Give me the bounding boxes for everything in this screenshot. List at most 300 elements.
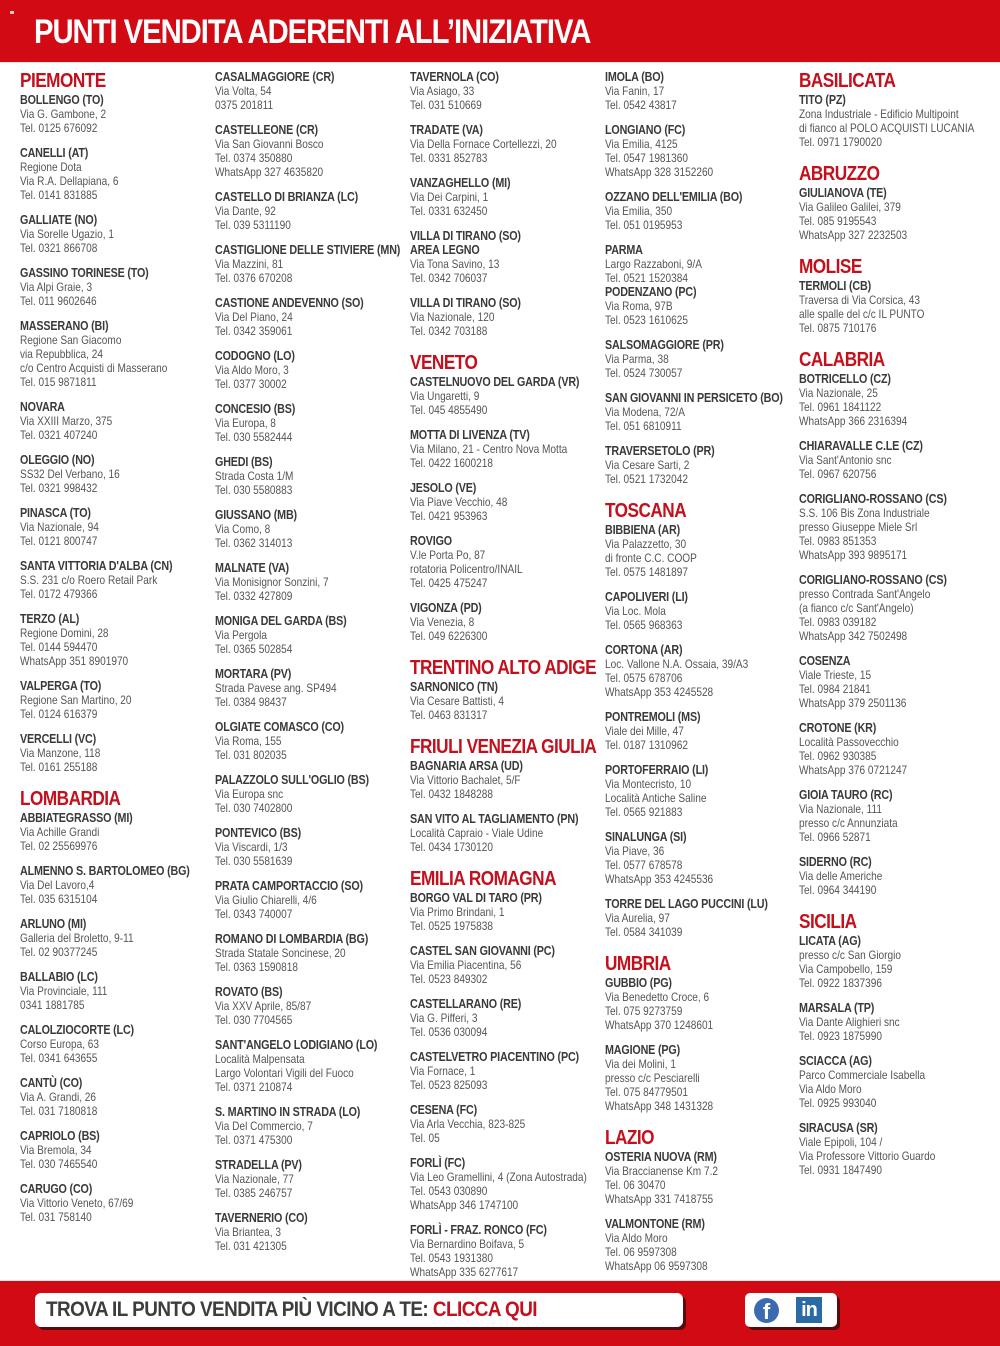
store-address: Via Bremola, 34	[20, 1143, 92, 1157]
whatsapp-number: WhatsApp 346 1747100	[410, 1198, 519, 1212]
store-entry	[410, 229, 605, 285]
store-address: Via Cesare Battisti, 4	[410, 694, 504, 708]
store-address: Via Fanin, 17	[605, 84, 665, 98]
store-entry	[410, 601, 605, 643]
store-entry	[20, 146, 215, 202]
phone-number: Tel. 0967 620756	[799, 467, 877, 481]
store-name: SAN VITO AL TAGLIAMENTO (PN)	[410, 812, 579, 826]
store-entry	[410, 1103, 605, 1145]
store-name: TITO (PZ)	[799, 93, 846, 107]
store-name: TRADATE (VA)	[410, 123, 483, 137]
phone-number: Tel. 0121 800747	[20, 534, 98, 548]
footer-banner	[0, 1280, 1000, 1346]
phone-number: Tel. 0565 968363	[605, 618, 683, 632]
region-heading: SICILIA	[799, 911, 857, 933]
store-entry	[215, 614, 410, 656]
store-name: VIGONZA (PD)	[410, 601, 482, 615]
store-address: Regione San Martino, 20	[20, 693, 132, 707]
phone-number: Tel. 015 9871811	[20, 375, 97, 389]
store-name: CASTELNUOVO DEL GARDA (VR)	[410, 375, 580, 389]
store-name: CODOGNO (LO)	[215, 349, 295, 363]
store-name: CASTIGLIONE DELLE STIVIERE (MN)	[215, 243, 401, 257]
phone-number: Tel. 0144 594470	[20, 640, 98, 654]
region-heading: ABRUZZO	[799, 163, 880, 185]
store-entry	[799, 492, 999, 562]
phone-number: Tel. 0543 1931380	[410, 1251, 493, 1265]
store-entry	[799, 279, 999, 335]
whatsapp-number: WhatsApp 342 7502498	[799, 629, 908, 643]
store-address: Via Asiago, 33	[410, 84, 475, 98]
phone-number: Tel. 0523 825093	[410, 1078, 488, 1092]
store-name: FORLÌ (FC)	[410, 1156, 466, 1170]
column-4	[605, 70, 800, 1287]
store-entry	[215, 826, 410, 868]
phone-number: Tel. 075 9273759	[605, 1004, 683, 1018]
whatsapp-number: WhatsApp 353 4245536	[605, 872, 714, 886]
phone-number: Tel. 0125 676092	[20, 121, 98, 135]
store-entry	[20, 732, 215, 774]
store-entry	[410, 296, 605, 338]
phone-number: Tel. 0342 706037	[410, 271, 488, 285]
phone-number: Tel. 0172 479366	[20, 587, 98, 601]
store-name: MASSERANO (BI)	[20, 319, 109, 333]
phone-number: Tel. 0421 953963	[410, 509, 488, 523]
store-address: Largo Razzaboni, 9/A	[605, 257, 702, 271]
store-entry	[605, 523, 800, 579]
store-subname: AREA LEGNO	[410, 243, 480, 257]
store-address: Via Loc. Mola	[605, 604, 666, 618]
store-address: Via Venezia, 8	[410, 615, 475, 629]
store-name: GIUSSANO (MB)	[215, 508, 297, 522]
whatsapp-number: WhatsApp 393 9895171	[799, 548, 908, 562]
store-name: GALLIATE (NO)	[20, 213, 97, 227]
region-heading: BASILICATA	[799, 70, 896, 92]
store-address: Regione Domini, 28	[20, 626, 109, 640]
store-address: Via Primo Brindani, 1	[410, 905, 505, 919]
store-name: CARUGO (CO)	[20, 1182, 93, 1196]
phone-number: Tel. 0371 475300	[215, 1133, 293, 1147]
phone-number: Tel. 0161 255188	[20, 760, 98, 774]
store-entry	[410, 997, 605, 1039]
phone-number: Tel. 0542 43817	[605, 98, 677, 112]
store-address: Via Ungaretti, 9	[410, 389, 480, 403]
store-entry	[799, 573, 999, 643]
store-address: Via Viscardi, 1/3	[215, 840, 288, 854]
store-name: CASTELLEONE (CR)	[215, 123, 318, 137]
store-entry	[605, 830, 800, 886]
store-entry	[20, 506, 215, 548]
store-name: BIBBIENA (AR)	[605, 523, 681, 537]
phone-number: Tel. 0524 730057	[605, 366, 683, 380]
phone-number: Tel. 0341 643655	[20, 1051, 98, 1065]
store-address: V.le Porta Po, 87	[410, 548, 486, 562]
store-address: Via Mazzini, 81	[215, 257, 284, 271]
store-entry	[20, 1023, 215, 1065]
store-name: OLGIATE COMASCO (CO)	[215, 720, 344, 734]
column-2	[215, 70, 410, 1267]
region-heading: MOLISE	[799, 256, 862, 278]
store-name: CASALMAGGIORE (CR)	[215, 70, 335, 84]
store-entry	[20, 1129, 215, 1171]
store-address: presso c/c San Giorgio	[799, 948, 901, 962]
phone-number: Tel. 0321 866708	[20, 241, 98, 255]
store-name: CROTONE (KR)	[799, 721, 877, 735]
store-name: SCIACCA (AG)	[799, 1054, 872, 1068]
phone-number: Tel. 011 9602646	[20, 294, 97, 308]
store-entry	[215, 455, 410, 497]
phone-number: Tel. 035 6315104	[20, 892, 98, 906]
store-name: GIOIA TAURO (RC)	[799, 788, 893, 802]
phone-number: Tel. 031 802035	[215, 748, 287, 762]
store-name: BORGO VAL DI TARO (PR)	[410, 891, 542, 905]
store-address: Via Vittorio Veneto, 67/69	[20, 1196, 134, 1210]
store-entry	[20, 612, 215, 668]
store-address: Via Volta, 54	[215, 84, 272, 98]
phone-number: Tel. 030 5582444	[215, 430, 293, 444]
store-entry	[799, 654, 999, 710]
store-entry	[20, 864, 215, 906]
phone-number: Tel. 0363 1590818	[215, 960, 298, 974]
store-address: Via Roma, 155	[215, 734, 282, 748]
region-heading: LOMBARDIA	[20, 788, 121, 810]
store-address: Via San Giovanni Bosco	[215, 137, 324, 151]
linkedin-icon[interactable]: in	[796, 1297, 822, 1323]
phone-number: Tel. 0536 030094	[410, 1025, 488, 1039]
store-address: Via Europa, 8	[215, 416, 276, 430]
store-address: SS32 Del Verbano, 16	[20, 467, 120, 481]
store-address: Via Achille Grandi	[20, 825, 100, 839]
phone-number: Tel. 030 5581639	[215, 854, 293, 868]
store-address: Località Antiche Saline	[605, 791, 707, 805]
store-entry	[799, 372, 999, 428]
store-name: TAVERNERIO (CO)	[215, 1211, 308, 1225]
store-entry	[605, 70, 800, 112]
store-name: ROVIGO	[410, 534, 452, 548]
whatsapp-number: WhatsApp 351 8901970	[20, 654, 129, 668]
whatsapp-number: WhatsApp 366 2316394	[799, 414, 908, 428]
store-address: Via Manzone, 118	[20, 746, 101, 760]
phone-number: Tel. 031 7180818	[20, 1104, 98, 1118]
store-name: BOLLENGO (TO)	[20, 93, 104, 107]
phone-number: Tel. 0422 1600218	[410, 456, 493, 470]
phone-number: 0375 201811	[215, 98, 274, 112]
store-address: Località Capraio - Viale Udine	[410, 826, 544, 840]
column-5	[799, 70, 999, 1191]
store-name: SINALUNGA (SI)	[605, 830, 687, 844]
whatsapp-number: WhatsApp 328 3152260	[605, 165, 714, 179]
store-entry	[799, 1054, 999, 1110]
store-address: Via Aldo Moro	[799, 1082, 862, 1096]
decorative-dot	[10, 11, 14, 14]
store-name: SARNONICO (TN)	[410, 680, 498, 694]
phone-number: Tel. 0961 1841122	[799, 400, 882, 414]
phone-number: Tel. 0124 616379	[20, 707, 98, 721]
store-entry	[215, 932, 410, 974]
store-name: SIDERNO (RC)	[799, 855, 872, 869]
store-entry	[410, 428, 605, 470]
store-name: GHEDI (BS)	[215, 455, 273, 469]
store-entry	[20, 453, 215, 495]
store-address: Viale dei Mille, 47	[605, 724, 684, 738]
store-name: PRATA CAMPORTACCIO (SO)	[215, 879, 363, 893]
store-address: Via Emilia, 350	[605, 204, 673, 218]
store-name: MORTARA (PV)	[215, 667, 292, 681]
store-name: SAN GIOVANNI IN PERSICETO (BO)	[605, 391, 783, 405]
phone-number: Tel. 030 5580883	[215, 483, 293, 497]
phone-number: Tel. 0343 740007	[215, 907, 293, 921]
phone-number: Tel. 0362 314013	[215, 536, 293, 550]
phone-number: Tel. 039 5311190	[215, 218, 291, 232]
phone-number: Tel. 0925 993040	[799, 1096, 877, 1110]
store-name: PARMA	[605, 243, 643, 257]
store-entry	[215, 190, 410, 232]
store-address: Via Provinciale, 111	[20, 984, 108, 998]
store-entry	[605, 590, 800, 632]
store-name: PALAZZOLO SULL'OGLIO (BS)	[215, 773, 369, 787]
store-address: Strada Statale Soncinese, 20	[215, 946, 346, 960]
store-entry	[215, 720, 410, 762]
store-address: Via A. Grandi, 26	[20, 1090, 97, 1104]
store-address: Loc. Vallone N.A. Ossaia, 39/A3	[605, 657, 749, 671]
store-entry	[410, 891, 605, 933]
store-address: S.S. 231 c/o Roero Retail Park	[20, 573, 158, 587]
store-name: MOTTA DI LIVENZA (TV)	[410, 428, 530, 442]
store-address: Via Vittorio Bachalet, 5/F	[410, 773, 521, 787]
phone-number: Tel. 0547 1981360	[605, 151, 688, 165]
store-address: Via Roma, 97B	[605, 299, 673, 313]
store-entry	[410, 70, 605, 112]
store-entry	[605, 897, 800, 939]
store-name: SANTA VITTORIA D'ALBA (CN)	[20, 559, 173, 573]
spacer	[20, 1235, 215, 1238]
region-heading: TOSCANA	[605, 500, 687, 522]
store-entry	[799, 934, 999, 990]
store-name: SANT'ANGELO LODIGIANO (LO)	[215, 1038, 378, 1052]
store-entry	[799, 1001, 999, 1043]
store-name: COSENZA	[799, 654, 851, 668]
facebook-icon[interactable]: f	[754, 1298, 779, 1323]
phone-number: Tel. 0984 21841	[799, 682, 871, 696]
store-name: ROVATO (BS)	[215, 985, 283, 999]
region-heading: LAZIO	[605, 1127, 655, 1149]
store-entry	[799, 721, 999, 777]
store-address: Via Benedetto Croce, 6	[605, 990, 710, 1004]
store-entry	[215, 349, 410, 391]
store-entry	[605, 338, 800, 380]
store-name: GIULIANOVA (TE)	[799, 186, 887, 200]
store-address: Via Leo Gramellini, 4 (Zona Autostrada)	[410, 1170, 587, 1184]
store-entry	[20, 213, 215, 255]
store-entry	[215, 296, 410, 338]
phone-number: Tel. 0332 427809	[215, 589, 293, 603]
store-name: LICATA (AG)	[799, 934, 861, 948]
store-name: VANZAGHELLO (MI)	[410, 176, 511, 190]
store-address: Via Cesare Sarti, 2	[605, 458, 690, 472]
column-3	[410, 70, 605, 1293]
store-directory	[0, 62, 1000, 1279]
phone-number: Tel. 0966 52871	[799, 830, 871, 844]
store-entry	[20, 319, 215, 389]
phone-number: Tel. 0521 1732042	[605, 472, 688, 486]
store-entry	[215, 402, 410, 444]
store-name: GUBBIO (PG)	[605, 976, 672, 990]
store-name: CASTELLO DI BRIANZA (LC)	[215, 190, 358, 204]
store-name: BAGNARIA ARSA (UD)	[410, 759, 523, 773]
store-name: VILLA DI TIRANO (SO)	[410, 229, 521, 243]
find-store-button[interactable]	[35, 1293, 683, 1327]
store-address: Parco Commerciale Isabella	[799, 1068, 926, 1082]
store-name: ALMENNO S. BARTOLOMEO (BG)	[20, 864, 190, 878]
store-entry	[215, 667, 410, 709]
phone-number: Tel. 0342 359061	[215, 324, 293, 338]
store-name: CORTONA (AR)	[605, 643, 683, 657]
social-links	[745, 1293, 837, 1327]
store-name: MAGIONE (PG)	[605, 1043, 680, 1057]
store-address: Largo Volontari Vigili del Fuoco	[215, 1066, 354, 1080]
whatsapp-number: WhatsApp 331 7418755	[605, 1192, 714, 1206]
store-name: CORIGLIANO-ROSSANO (CS)	[799, 573, 947, 587]
phone-number: Tel. 049 6226300	[410, 629, 488, 643]
store-address: Via Parma, 38	[605, 352, 669, 366]
phone-number: Tel. 051 6810911	[605, 419, 682, 433]
store-entry	[215, 561, 410, 603]
store-name: PORTOFERRAIO (LI)	[605, 763, 709, 777]
store-address: Via Briantea, 3	[215, 1225, 281, 1239]
store-entry	[215, 123, 410, 179]
store-entry	[20, 400, 215, 442]
phone-number: Tel. 0331 852783	[410, 151, 488, 165]
store-name: TRAVERSETOLO (PR)	[605, 444, 715, 458]
store-address: Traversa di Via Corsica, 43	[799, 293, 921, 307]
store-entry	[799, 93, 999, 149]
store-name: OLEGGIO (NO)	[20, 453, 95, 467]
store-name: CASTELLARANO (RE)	[410, 997, 522, 1011]
phone-number: Tel. 0321 407240	[20, 428, 98, 442]
region-heading: CALABRIA	[799, 349, 885, 371]
store-entry	[410, 680, 605, 722]
phone-number: 0341 1881785	[20, 998, 85, 1012]
store-address: Via Emilia, 4125	[605, 137, 678, 151]
find-store-text	[46, 1298, 537, 1322]
region-heading: EMILIA ROMAGNA	[410, 868, 556, 890]
store-name: NOVARA	[20, 400, 65, 414]
phone-number: Tel. 0385 246757	[215, 1186, 293, 1200]
click-here-link[interactable]: CLICCA QUI	[432, 1298, 538, 1321]
store-entry	[410, 481, 605, 523]
store-entry	[215, 1158, 410, 1200]
phone-number: Tel. 031 510669	[410, 98, 482, 112]
store-name: SIRACUSA (SR)	[799, 1121, 878, 1135]
store-address: Via Bernardino Boifava, 5	[410, 1237, 525, 1251]
phone-number: Tel. 0983 851353	[799, 534, 877, 548]
phone-number: Tel. 02 90377245	[20, 945, 98, 959]
store-entry	[605, 123, 800, 179]
store-address: (a fianco c/c Sant'Angelo)	[799, 601, 914, 615]
phone-number: Tel. 0377 30002	[215, 377, 287, 391]
store-name: MARSALA (TP)	[799, 1001, 875, 1015]
store-name: CASTEL SAN GIOVANNI (PC)	[410, 944, 555, 958]
phone-number: Tel. 0521 1520384	[605, 271, 688, 285]
store-address: Via Della Fornace Cortellezzi, 20	[410, 137, 557, 151]
store-name: CASTIONE ANDEVENNO (SO)	[215, 296, 364, 310]
store-address: Via Montecristo, 10	[605, 777, 692, 791]
store-name: VILLA DI TIRANO (SO)	[410, 296, 521, 310]
store-entry	[20, 1182, 215, 1224]
phone-number: Tel. 0575 1481897	[605, 565, 688, 579]
store-address: Via Aldo Moro	[605, 1231, 668, 1245]
phone-number: Tel. 045 4855490	[410, 403, 488, 417]
phone-number: Tel. 0141 831885	[20, 188, 98, 202]
store-address: Via Nazionale, 94	[20, 520, 99, 534]
store-name: ARLUNO (MI)	[20, 917, 87, 931]
store-entry	[799, 186, 999, 242]
store-entry	[799, 1121, 999, 1177]
phone-number: Tel. 031 758140	[20, 1210, 92, 1224]
store-address: Via G. Gambone, 2	[20, 107, 107, 121]
store-address: Via Nazionale, 111	[799, 802, 882, 816]
store-entry	[605, 1217, 800, 1273]
region-heading: UMBRIA	[605, 953, 671, 975]
store-name: TORRE DEL LAGO PUCCINI (LU)	[605, 897, 768, 911]
store-entry	[605, 243, 800, 285]
spacer	[799, 1188, 999, 1191]
store-entry	[215, 508, 410, 550]
phone-number: Tel. 0425 475247	[410, 576, 488, 590]
store-address: Via Giulio Chiarelli, 4/6	[215, 893, 317, 907]
region-heading: TRENTINO ALTO ADIGE	[410, 657, 597, 679]
store-address: Via Europa snc	[215, 787, 284, 801]
store-address: Via Aurelia, 97	[605, 911, 670, 925]
store-address: Viale Epipoli, 104 /	[799, 1135, 883, 1149]
store-name: PODENZANO (PC)	[605, 285, 697, 299]
store-address: Corso Europa, 63	[20, 1037, 100, 1051]
store-address: Via Tona Savino, 13	[410, 257, 500, 271]
spacer	[215, 1264, 410, 1267]
store-name: MONIGA DEL GARDA (BS)	[215, 614, 347, 628]
store-entry	[605, 976, 800, 1032]
store-address: di fronte C.C. COOP	[605, 551, 697, 565]
store-name: BALLABIO (LC)	[20, 970, 98, 984]
store-name: CALOLZIOCORTE (LC)	[20, 1023, 134, 1037]
store-name: GASSINO TORINESE (TO)	[20, 266, 149, 280]
store-address: Via delle Americhe	[799, 869, 883, 883]
store-name: CONCESIO (BS)	[215, 402, 296, 416]
store-entry	[215, 985, 410, 1027]
store-address: Via Alpi Graie, 3	[20, 280, 93, 294]
store-name: TAVERNOLA (CO)	[410, 70, 499, 84]
store-address: Via Milano, 21 - Centro Nova Motta	[410, 442, 568, 456]
region-heading: VENETO	[410, 352, 478, 374]
whatsapp-number: WhatsApp 376 0721247	[799, 763, 908, 777]
store-name: MALNATE (VA)	[215, 561, 289, 575]
store-address: Via Galileo Galilei, 379	[799, 200, 901, 214]
phone-number: Tel. 085 9195543	[799, 214, 877, 228]
store-entry	[215, 1211, 410, 1253]
store-entry	[20, 93, 215, 135]
store-name: VALPERGA (TO)	[20, 679, 102, 693]
store-address: rotatoria Policentro/INAIL	[410, 562, 523, 576]
store-address: presso Giuseppe Miele Srl	[799, 520, 918, 534]
store-name: PINASCA (TO)	[20, 506, 91, 520]
store-address: Via Dante, 92	[215, 204, 276, 218]
store-entry	[410, 123, 605, 165]
phone-number: Tel. 0432 1848288	[410, 787, 493, 801]
store-address: Regione San Giacomo	[20, 333, 122, 347]
store-name: FORLÌ - FRAZ. RONCO (FC)	[410, 1223, 547, 1237]
store-address: Via Del Lavoro,4	[20, 878, 95, 892]
store-address: Via Dante Alighieri snc	[799, 1015, 900, 1029]
phone-number: Tel. 0365 502854	[215, 642, 293, 656]
